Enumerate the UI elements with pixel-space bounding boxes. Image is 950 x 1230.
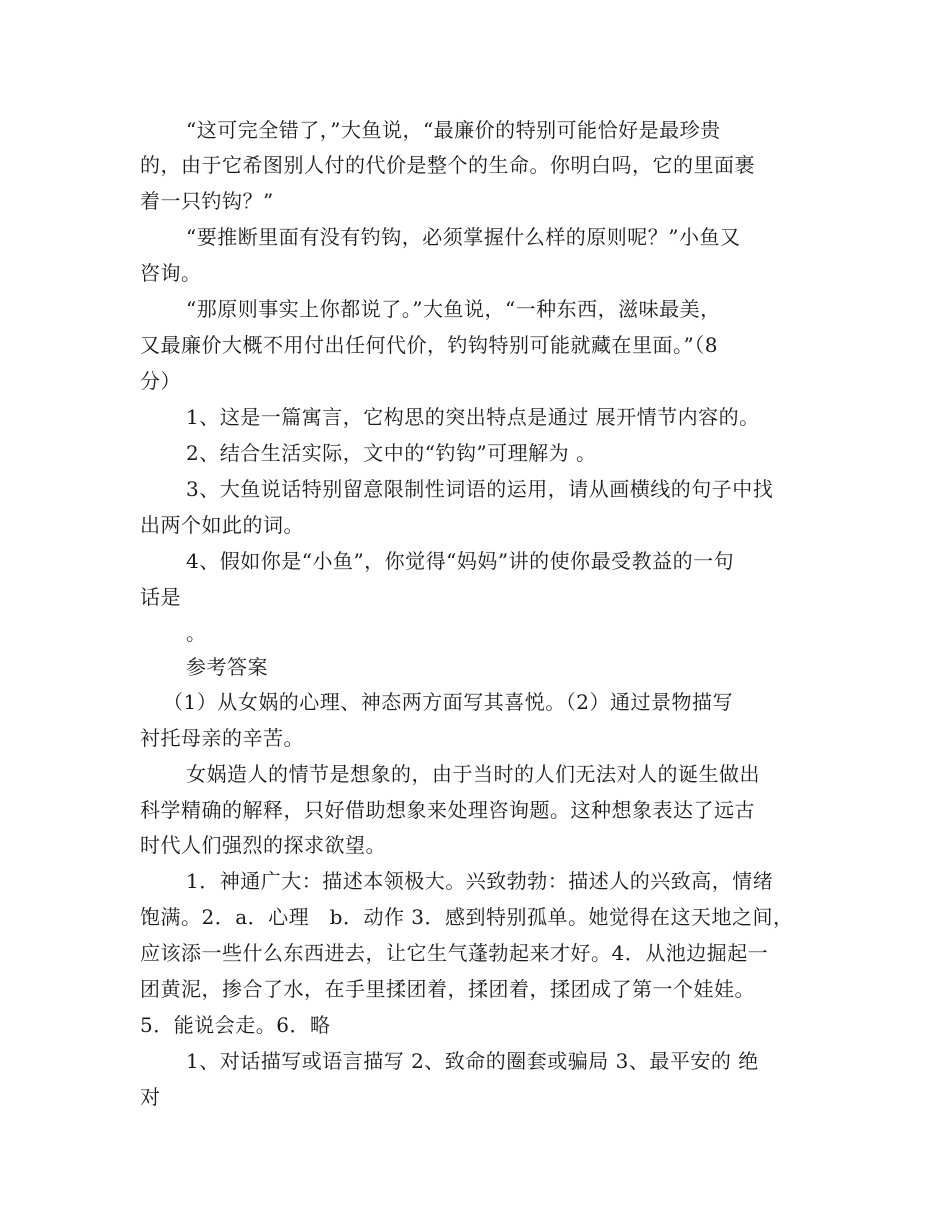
question-item: 3、大鱼说话特别留意限制性词语的运用，请从画横线的句子中找 <box>186 477 774 501</box>
question-item: 2、结合生活实际，文中的“钓钩”可理解为 。 <box>186 441 597 465</box>
text-line: 饱满。2．a．心理 b．动作 3．感到特别孤单。她觉得在这天地之间， <box>140 905 794 929</box>
question-item: 4、假如你是“小鱼”，你觉得“妈妈”讲的使你最受教益的一句 <box>186 549 735 573</box>
text-line: 话是 <box>140 585 181 609</box>
text-line: 的，由于它希图别人付的代价是整个的生命。你明白吗，它的里面裹 <box>140 153 755 177</box>
text-line: 对 <box>140 1085 161 1109</box>
text-line: 咨询。 <box>140 261 202 285</box>
answer-line: 1．神通广大：描述本领极大。兴致勃勃：描述人的兴致高，情绪 <box>186 869 774 893</box>
text-line: 。 <box>186 621 207 645</box>
text-line: 着一只钓钩？” <box>140 189 274 213</box>
answer-line: 1、对话描写或语言描写 2、致命的圈套或骗局 3、最平安的 绝 <box>186 1049 759 1073</box>
answer-line: （1）从女娲的心理、神态两方面写其喜悦。（2）通过景物描写 <box>163 690 733 714</box>
text-line: 时代人们强烈的探求欲望。 <box>140 833 386 857</box>
text-line: 又最廉价大概不用付出任何代价，钓钩特别可能就藏在里面。”（8 <box>140 333 718 357</box>
text-line: 科学精确的解释，只好借助想象来处理咨询题。这种想象表达了远古 <box>140 798 755 822</box>
text-line: “这可完全错了，”大鱼说，“最廉价的特别可能恰好是最珍贵 <box>186 118 721 142</box>
text-line: 出两个如此的词。 <box>140 513 304 537</box>
text-line: 5．能说会走。6．略 <box>140 1013 331 1037</box>
text-line: 团黄泥，掺合了水，在手里揉团着，揉团着，揉团成了第一个娃娃。 <box>140 977 755 1001</box>
text-line: “那原则事实上你都说了。”大鱼说，“一种东西，滋味最美， <box>186 297 721 321</box>
text-line: 应该添一些什么东西进去，让它生气蓬勃起来才好。4．从池边掘起一 <box>140 941 769 965</box>
question-item: 1、这是一篇寓言，它构思的突出特点是通过 展开情节内容的。 <box>186 405 760 429</box>
text-line: 衬托母亲的辛苦。 <box>140 726 304 750</box>
answer-line: 女娲造人的情节是想象的，由于当时的人们无法对人的诞生做出 <box>186 762 760 786</box>
answer-heading: 参考答案 <box>186 655 268 679</box>
text-line: “要推断里面有没有钓钩，必须掌握什么样的原则呢？”小鱼又 <box>186 225 741 249</box>
text-line: 分） <box>140 369 181 393</box>
